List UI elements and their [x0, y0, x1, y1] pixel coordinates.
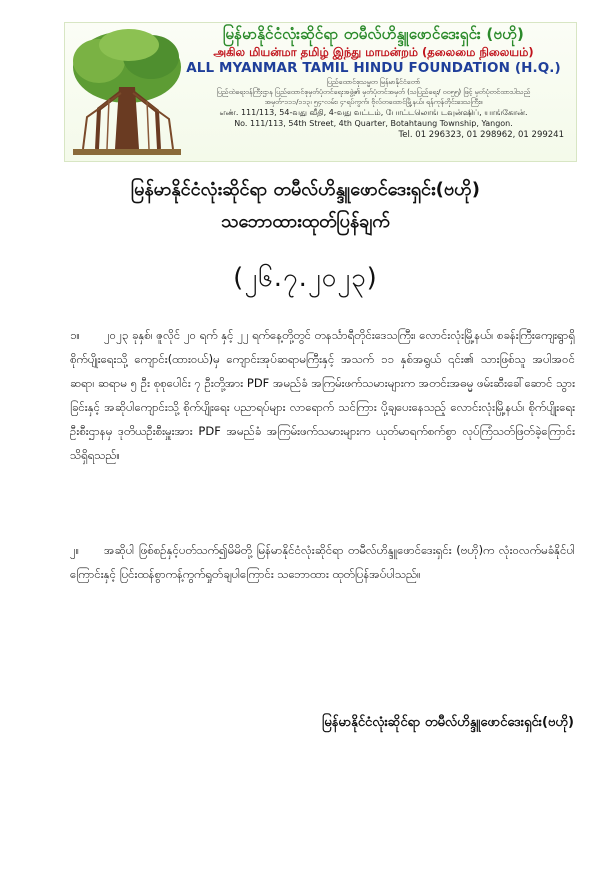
registration-details: ပြည်ထဲရေးဝန်ကြီးဌာန ပြည်ထောင်စုမှတ်ပုံတင်ရေးအဖွဲ့၏ မှတ်ပုံတင်အမှတ် (သပြည်ရေး/ ၀၀၅၅) ဖြင့် မှတ်ပုံတင်ထားပါသည်	[216, 88, 531, 96]
statement-date: (၂၆.၇.၂၀၂၃)	[233, 263, 378, 293]
letterhead-banner	[64, 22, 577, 162]
paragraph-2	[70, 538, 575, 586]
telephone-numbers: Tel. 01 296323, 01 298962, 01 299241	[398, 130, 564, 140]
letterhead-text	[177, 25, 570, 159]
statement-title: သဘောထားထုတ်ပြန်ချက်	[221, 211, 390, 232]
org-name-english: ALL MYANMAR TAMIL HINDU FOUNDATION (H.Q.)	[186, 60, 561, 76]
paragraph-text: အဆိုပါ ဖြစ်စဉ်နှင့်ပတ်သက်၍မိမိတို့ မြန်မာနိုင်ငံလုံးဆိုင်ရာ တမီလ်ဟိန္ဒူဖောင်ဒေးရှင်း (ဗဟို)က လုံးဝလက်မခံနိုင်ပါကြောင်းနှင့် ပြင်းထန်စွာကန့်ကွက်ရှုတ်ချပါကြောင်း သဘောထား ထုတ်ပြန်အပ်ပါသည်။	[70, 543, 575, 581]
paragraph-number: ၂။	[70, 543, 80, 557]
paragraph-text: ၂၀၂၃ ခုနှစ်၊ ဇူလိုင် ၂၀ ရက် နှင့် ၂၂ ရက်နေ့တို့တွင် တနင်္သာရီတိုင်းဒေသကြီး၊ လောင်းလုံးမြို့နယ်၊ စခန်းကြီးကျေးရွာရှိ စိုက်ပျိုးရေးသို့ ကျောင်း(ထား၀ယ်)မှ ကျောင်းအုပ်ဆရာမကြီးနှင့် အသက် ၁၁ နှစ်အရွယ် ၎င်း၏ သားဖြစ်သူ အပါအ၀င် ဆရာ၊ ဆရာမ ၅ ဦး စုစုပေါင်း ၇ ဦးတို့အား PDF အမည်ခံ အကြမ်းဖက်သမားများက အတင်းအဓမ္မ ဖမ်းဆီးခေါ်ဆောင် သွား ခြင်းနှင့် အဆိုပါကျောင်းသို့ စိုက်ပျိုးရေး ပညာရပ်များ လာရောက် သင်ကြား ပို့ချပေးနေသည့် လောင်းလုံးမြို့နယ်၊ စိုက်ပျိုးရေး ဦးစီးဌာနမှ ဒုတိယဦးစီးမှူးအား PDF အမည်ခံ အကြမ်းဖက်သမားများက ယုတ်မာရက်စက်စွာ လုပ်ကြံသတ်ဖြတ်ခဲ့ကြောင်း သိရှိရသည်။	[70, 328, 575, 462]
org-name-tamil: அகில மியன்மா தமிழ் இந்து மாமன்றம் (தலைமை நிலையம்)	[213, 45, 534, 59]
paragraph-1	[70, 323, 575, 467]
signature-organization: မြန်မာနိုင်ငံလုံးဆိုင်ရာ တမီလ်ဟိန္ဒူဖောင်ဒေးရှင်း(ဗဟို)	[322, 715, 574, 730]
banyan-tree-logo	[69, 27, 185, 157]
org-name-burmese: မြန်မာနိုင်ငံလုံးဆိုင်ရာ တမီလ်ဟိန္ဒူဖောင်ဒေးရှင်း (ဗဟို)	[222, 25, 525, 43]
address-english: No. 111/113, 54th Street, 4th Quarter, Botahtaung Township, Yangon.	[234, 119, 513, 128]
paragraph-number: ၁။	[70, 328, 80, 342]
address-tamil: எண். 111/113, 54-வது வீதி, 4-வது வட்டம், போட்டலொங் டவுன்ஷிப், யாங்கோன்.	[219, 108, 528, 117]
registration-line: ပြည်ထောင်စုသမ္မတ မြန်မာနိုင်ငံတော်	[326, 78, 421, 86]
address-burmese: အမှတ်-၁၁၁/၁၁၃၊ ၅၄-လမ်း၊ ၄-ရပ်ကွက်၊ ဗိုလ်တထောင်မြို့နယ်၊ ရန်ကုန်တိုင်းဒေသကြီး။	[264, 98, 483, 106]
statement-title-organization: မြန်မာနိုင်ငံလုံးဆိုင်ရာ တမီလ်ဟိန္ဒူဖောင်ဒေးရှင်း(ဗဟို)	[131, 179, 480, 200]
